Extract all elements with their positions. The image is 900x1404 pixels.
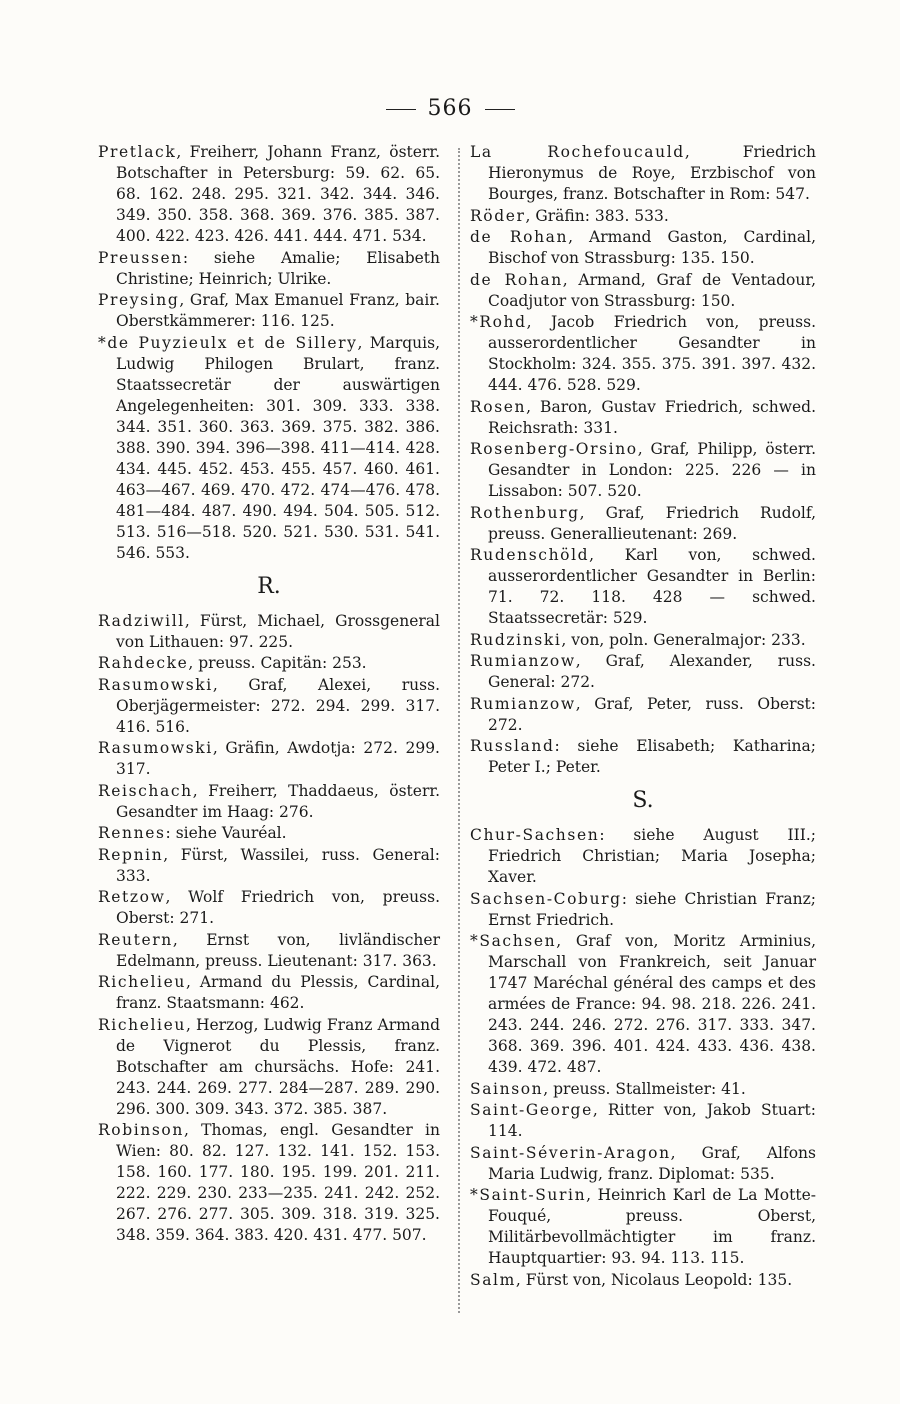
entry-heading: Chur-Sachsen [470,826,600,844]
right-column [470,142,816,1291]
entry-text: , Armand du Plessis, Cardinal, franz. Staatsmann: 462. [116,973,440,1012]
left-entries-bottom [98,611,440,1247]
index-entry [98,142,440,247]
entry-heading: Radziwill [98,611,185,630]
left-entries-top [98,142,440,564]
index-entry [98,845,440,887]
entry-heading: Rosen [470,397,527,416]
index-entry [98,653,440,674]
entry-text: , Karl von, schwed. ausserordentlicher Gesandter in Berlin: 71. 72. 118. 428 — schwed. Staatssecretär: 529. [488,546,816,627]
entry-text: , Freiherr, Johann Franz, österr. Botschafter in Petersburg: 59. 62. 65. 68. 162. 248. 295. 321. 342. 344. 346. 349. 350. 358. 368. 369. 376. 385. 387. 400. 422. 423. 426. 441. 444. 471. 534. [116,143,440,245]
index-entry [98,781,440,823]
index-entry [470,503,816,545]
right-entries-bottom [470,825,816,1291]
entry-heading: Rudzinski [470,630,562,649]
entry-text: , Graf, Friedrich Rudolf, preuss. Generallieutenant: 269. [488,503,816,543]
entry-heading: Saint-George [470,1101,593,1119]
index-entry [98,930,440,972]
index-entry [470,1079,816,1100]
entry-text: , Gräfin: 383. 533. [525,206,669,225]
index-entry [98,1015,440,1120]
entry-heading: de Rohan [470,228,569,246]
entry-text: , Ernst von, livländischer Edelmann, preuss. Lieutenant: 317. 363. [116,930,440,970]
entry-heading: Rasumowski [98,675,213,694]
entry-text: , Fürst, Michael, Grossgeneral von Lithauen: 97. 225. [116,611,440,651]
entry-heading: Preussen [98,248,183,267]
entry-text: , Graf, Alexei, russ. Oberjägermeister: 272. 294. 299. 317. 416. 516. [116,675,440,736]
column-divider [458,148,460,1313]
index-entry [98,887,440,929]
left-column [98,142,440,1247]
entry-text: , Graf, Alexander, russ. General: 272. [488,652,816,691]
entry-text: , preuss. Capitän: 253. [188,654,367,672]
entry-heading: Reischach [98,781,193,800]
entry-text: : siehe August III.; Friedrich Christian; Maria Josepha; Xaver. [488,826,816,886]
index-entry [98,611,440,653]
entry-heading: Salm [470,1270,516,1289]
entry-heading: Rudenschöld [470,546,590,564]
index-entry [470,1185,816,1269]
entry-heading: Sainson [470,1079,544,1098]
entry-heading: Sachsen-Coburg [470,889,622,908]
entry-text: , Armand Gaston, Cardinal, Bischof von Strassburg: 135. 150. [488,228,817,267]
entry-text: , Friedrich Hieronymus de Roye, Erzbischof von Bourges, franz. Botschafter in Rom: 547. [488,143,816,203]
index-entry [470,630,816,651]
index-entry [470,142,816,205]
entry-text: , von, poln. Generalmajor: 233. [561,630,806,649]
index-entry [98,972,440,1014]
entry-text: , Marquis, Ludwig Philogen Brulart, franz. Staatssecretär der auswärtigen Angelegenheiten: 301. 309. 333. 338. 344. 351. 360. 363. 369. 375. 382. 386. 388. 390. 394. 396—398. 411—414. 428. 434. 445. 452. 453. 455. 457. 460. 461. 463—467. 469. 470. 472. 474—476. 478. 481—484. 487. 490. 494. 504. 505. 512. 513. 516—518. 520. 521. 530. 531. 541. 546. 553. [116,333,440,562]
index-entry [470,545,816,629]
index-entry [470,931,816,1078]
entry-heading: *Saint-Surin [470,1186,587,1204]
entry-heading: Röder [470,206,526,225]
index-entry [470,651,816,693]
entry-heading: Reutern [98,930,173,949]
entry-heading: Rothenburg [470,503,580,522]
page-number: 566 [427,96,473,121]
index-entry [470,1143,816,1185]
entry-heading: *Rohd [470,313,527,331]
section-letter-r: R. [257,573,281,599]
entry-text: , Herzog, Ludwig Franz Armand de Vignerot du Plessis, franz. Botschafter am chursächs. Hofe: 241. 243. 244. 269. 277. 284—287. 289. 290. 296. 300. 309. 343. 372. 385. 387. [116,1015,440,1118]
entry-heading: Rennes [98,824,166,842]
entry-text: : siehe Amalie; Elisabeth Christine; Heinrich; Ulrike. [116,248,440,288]
entry-heading: Richelieu [98,973,186,991]
index-entry [98,333,440,564]
index-entry [98,290,440,332]
entry-heading: Rahdecke [98,654,189,672]
entry-heading: Robinson [98,1121,184,1139]
entry-heading: Rumianzow [470,652,576,670]
entry-text: , preuss. Stallmeister: 41. [543,1079,746,1098]
index-entry [470,397,816,439]
index-entry [98,1120,440,1246]
entry-heading: *de Puyzieulx et de Sillery [98,333,358,352]
entry-text: : siehe Christian Franz; Ernst Friedrich. [488,889,816,929]
entry-text: , Graf, Alfons Maria Ludwig, franz. Diplomat: 535. [488,1143,816,1183]
index-entry [98,675,440,738]
entry-heading: Rasumowski [98,739,213,757]
entry-text: : siehe Vauréal. [165,824,287,842]
index-entry [470,206,816,227]
index-entry [470,312,816,396]
section-letter-s: S. [632,788,654,813]
entry-text: , Graf von, Moritz Arminius, Marschall von Frankreich, seit Januar 1747 Maréchal général des camps et des armées de France: 94. 98. 218. 226. 241. 243. 244. 246. 272. 276. 317. 333. 347. 368. 369. 396. 401. 424. 433. 436. 438. 439. 472. 487. [488,932,816,1076]
page-header [0,96,900,121]
entry-heading: Rumianzow [470,694,576,713]
entry-heading: La Rochefoucauld [470,143,685,161]
entry-text: , Armand, Graf de Ventadour, Coadjutor von Strassburg: 150. [488,270,816,310]
entry-heading: Repnin [98,845,164,864]
index-entry [98,823,440,844]
index-entry [470,270,816,312]
entry-text: , Fürst, Wassilei, russ. General: 333. [116,845,440,885]
entry-text: , Thomas, engl. Gesandter in Wien: 80. 82. 127. 132. 141. 152. 153. 158. 160. 177. 180. 195. 199. 201. 211. 222. 229. 230. 233—235. 241. 242. 252. 267. 276. 277. 305. 309. 318. 319. 325. 348. 359. 364. 383. 420. 431. 477. 507. [116,1121,440,1244]
index-entry [470,736,816,778]
entry-heading: Retzow [98,888,166,906]
entry-heading: Preysing [98,291,180,309]
header-dash-left [386,109,416,110]
index-entry [98,248,440,290]
entry-text: , Jacob Friedrich von, preuss. ausserordentlicher Gesandter in Stockholm: 324. 355. 375. 391. 397. 432. 444. 476. 528. 529. [488,313,816,394]
entry-text: , Wolf Friedrich von, preuss. Oberst: 271. [116,888,440,927]
entry-text: , Graf, Peter, russ. Oberst: 272. [488,694,816,734]
entry-heading: de Rohan [470,270,563,289]
index-entry [470,889,816,931]
entry-text: , Gräfin, Awdotja: 272. 299. 317. [116,739,440,778]
index-entry [470,1270,816,1291]
index-entry [470,694,816,736]
entry-text: , Graf, Philipp, österr. Gesandter in London: 225. 226 — in Lissabon: 507. 520. [488,440,816,500]
entry-text: , Fürst von, Nicolaus Leopold: 135. [515,1270,793,1289]
header-dash-right [485,109,515,110]
right-entries-top [470,142,816,778]
index-entry [470,1100,816,1142]
entry-text: , Baron, Gustav Friedrich, schwed. Reichsrath: 331. [488,397,816,437]
entry-heading: *Sachsen [470,932,557,950]
entry-heading: Saint-Séverin-Aragon [470,1143,671,1162]
entry-heading: Russland [470,737,555,755]
index-entry [470,439,816,502]
entry-text: , Graf, Max Emanuel Franz, bair. Oberstkämmerer: 116. 125. [116,291,440,330]
entry-text: : siehe Elisabeth; Katharina; Peter I.; Peter. [488,737,816,776]
entry-text: , Heinrich Karl de La Motte-Fouqué, preuss. Oberst, Militärbevollmächtigter im franz. Hauptquartier: 93. 94. 113. 115. [488,1186,816,1267]
entry-heading: Rosenberg-Orsino [470,440,638,458]
index-entry [98,738,440,780]
entry-heading: Richelieu [98,1015,186,1034]
entry-text: , Ritter von, Jakob Stuart: 114. [488,1101,816,1140]
index-entry [470,825,816,888]
entry-text: , Freiherr, Thaddaeus, österr. Gesandter im Haag: 276. [116,781,440,821]
index-entry [470,227,816,269]
entry-heading: Pretlack [98,143,177,161]
